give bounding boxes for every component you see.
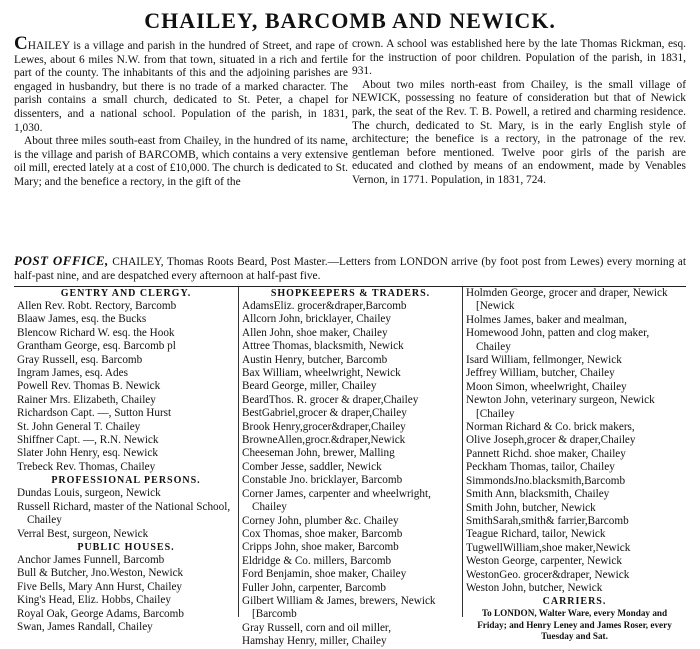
directory-entry: WestonGeo. grocer&draper, Newick [466,568,630,581]
directory-entry: Gray Russell, corn and oil miller, [242,621,391,634]
intro-paragraph-newick: About two miles north-east from Chailey, is the small village of NEWICK, possessing no feature of consideration but that of Newick park, the seat of the Rev. T. B. Powell, a retired and charming residence. The church, dedicated to St. Mary, is in the early English style of architecture; the benefice is a rectory, in the patronage of the rev. gentleman before mentioned. Twelve poor girls of the parish are educated and clothed by means of an endowment, made by Venables Vernon, in 1771. Population, in 1831, 724. [352,78,686,186]
intro-paragraph-chailey-text: HAILEY is a village and parish in the hundred of Street, and rape of Lewes, about 6 miles N.W. from that town, situated in a rich and fertile part of the county. The inhabitants of this and the adjoining parishes are engaged in husbandry, but there is no trade of a marked character. The parish contains a small church, dedicated to St. Peter, a chapel for dissenters, and a national school. Population of the parish, in 1831, 1,030. [14,40,348,134]
listing-column-2 [238,287,462,648]
post-office-heading: POST OFFICE, [14,253,109,268]
directory-entry: Jeffrey William, butcher, Chailey [466,367,615,380]
directory-entry: Blencow Richard W. esq. the Hook [17,326,175,339]
directory-entry: Eldridge & Co. millers, Barcomb [242,554,392,567]
directory-entry: Holmes James, baker and mealman, [466,313,627,326]
directory-entry: Grantham George, esq. Barcomb pl [17,340,176,353]
directory-entry: Attree Thomas, blacksmith, Newick [242,340,404,353]
directory-entry: Swan, James Randall, Chailey [17,620,153,633]
directory-entry: Homewood John, patten and clog maker, Chailey [466,327,650,353]
directory-entry: Hamshay Henry, miller, Chailey [242,635,387,648]
directory-entry: Trebeck Rev. Thomas, Chailey [17,460,156,473]
directory-entry: Smith John, butcher, Newick [466,501,596,514]
directory-entry: Beard George, miller, Chailey [242,380,377,393]
directory-entry: Newton John, veterinary surgeon, Newick [Chailey [466,394,655,420]
directory-entry: Anchor James Funnell, Barcomb [17,553,165,566]
gentry-list [17,300,235,474]
directory-entry: Weston George, carpenter, Newick [466,555,622,568]
directory-entry: Dundas Louis, surgeon, Newick [17,487,161,500]
directory-entry: Corner James, carpenter and wheelwright, Chailey [242,487,431,514]
directory-entry: SmithSarah,smith& farrier,Barcomb [466,514,629,527]
listings [14,287,686,648]
directory-entry: Cheeseman John, brewer, Malling [242,447,395,460]
directory-entry: Rainer Mrs. Elizabeth, Chailey [17,393,156,406]
directory-entry: Moon Simon, wheelwright, Chailey [466,380,627,393]
intro-right-column [352,38,686,254]
drop-cap: C [14,33,28,54]
carriers-text: To LONDON, Walter Ware, every Monday and Friday; and Henry Leney and James Roser, every Tuesday and Sat. [477,608,672,642]
shopkeepers-list-continued [466,287,683,595]
directory-entry: Cripps John, shoe maker, Barcomb [242,541,399,554]
directory-entry: Allen Rev. Robt. Rectory, Barcomb [17,300,177,312]
directory-entry: Weston John, butcher, Newick [466,581,603,594]
directory-entry: Royal Oak, George Adams, Barcomb [17,607,184,620]
directory-entry: St. John General T. Chailey [17,420,141,433]
directory-page [14,6,686,648]
directory-entry: Ford Benjamin, shoe maker, Chailey [242,568,407,581]
listing-column-1 [14,287,238,633]
directory-entry: TugwellWilliam,shoe maker,Newick [466,541,631,554]
directory-entry: Richardson Capt. —, Sutton Hurst [17,407,172,420]
public-houses-heading: PUBLIC HOUSES. [77,541,175,553]
directory-entry: Corney John, plumber &c. Chailey [242,514,399,527]
directory-entry: Austin Henry, butcher, Barcomb [242,353,388,366]
directory-entry: Isard William, fellmonger, Newick [466,354,622,367]
directory-entry: Peckham Thomas, tailor, Chailey [466,461,615,474]
carriers-heading: CARRIERS. [542,596,607,608]
directory-entry: Norman Richard & Co. brick makers, [466,421,635,434]
post-office-text: CHAILEY, Thomas Roots Beard, Post Master.—Letters from LONDON arrive (by foot post from Lewes) every morning at half-past nine, and are despatched every afternoon at half-past five. [14,256,686,282]
intro-paragraph-barcomb-cont: crown. A school was established here by the late Thomas Rickman, esq. for the instruction of poor children. Population of the parish, in 1831, 931. [352,38,686,78]
directory-entry: Ingram James, esq. Ades [17,367,128,380]
directory-entry: Russell Richard, master of the National School, Chailey [17,500,231,527]
directory-entry: Bax William, wheelwright, Newick [242,367,401,380]
directory-entry: Verral Best, surgeon, Newick [17,527,149,540]
directory-entry: BrowneAllen,grocr.&draper,Newick [242,434,406,447]
directory-entry: Constable Jno. bricklayer, Barcomb [242,474,403,487]
directory-entry: Brook Henry,grocer&draper,Chailey [242,420,406,433]
directory-entry: Allen John, shoe maker, Chailey [242,326,388,339]
directory-entry: Olive Joseph,grocer & draper,Chailey [466,434,636,447]
intro-paragraph-barcomb: About three miles south-east from Chailey, in the hundred of its name, is the village and parish of BARCOMB, which contains a very extensive oil mill, erected lately at a cost of £10,000. The church is dedicated to St. Mary; and the benefice a rectory, in the gift of the [14,135,348,188]
listing-column-3 [462,287,686,642]
directory-entry: King's Head, Eliz. Hobbs, Chailey [17,594,171,607]
directory-entry: Holmden George, grocer and draper, Newick [Newick [466,287,668,313]
directory-entry: SimmondsJno.blacksmith,Barcomb [466,474,626,487]
directory-entry: BestGabriel,grocer & draper,Chailey [242,407,407,420]
shopkeepers-heading: SHOPKEEPERS & TRADERS. [270,288,431,299]
gentry-heading: GENTRY AND CLERGY. [60,288,192,299]
directory-entry: AdamsEliz. grocer&draper,Barcomb [242,300,407,312]
intro-paragraph-chailey [14,33,348,135]
directory-entry: Pannett Richd. shoe maker, Chailey [466,447,626,460]
directory-entry: Slater John Henry, esq. Newick [17,447,158,460]
directory-entry: Blaaw James, esq. the Bucks [17,313,147,326]
directory-entry: Smith Ann, blacksmith, Chailey [466,488,610,501]
directory-entry: Gray Russell, esq. Barcomb [17,353,143,366]
directory-entry: Comber Jesse, saddler, Newick [242,460,382,473]
directory-entry: Bull & Butcher, Jno.Weston, Newick [17,567,184,580]
public-houses-list [17,554,235,634]
directory-entry: Five Bells, Mary Ann Hurst, Chailey [17,580,183,593]
intro-left-column [14,33,348,254]
directory-entry: Powell Rev. Thomas B. Newick [17,380,161,393]
page-title: CHAILEY, BARCOMB AND NEWICK. [144,8,556,33]
directory-entry: Fuller John, carpenter, Barcomb [242,581,387,594]
directory-entry: Allcorn John, bricklayer, Chailey [242,313,391,326]
directory-entry: Gilbert William & James, brewers, Newick [Barcomb [242,594,436,621]
directory-entry: Cox Thomas, shoe maker, Barcomb [242,527,403,540]
directory-entry: BeardThos. R. grocer & draper,Chailey [242,393,419,406]
post-office-notice [14,254,686,284]
intro-section [14,33,686,254]
professional-list [17,487,235,541]
directory-entry: Shiffner Capt. —, R.N. Newick [17,434,159,447]
professional-heading: PROFESSIONAL PERSONS. [51,475,201,487]
shopkeepers-list [242,300,459,649]
directory-entry: Teague Richard, tailor, Newick [466,528,606,541]
